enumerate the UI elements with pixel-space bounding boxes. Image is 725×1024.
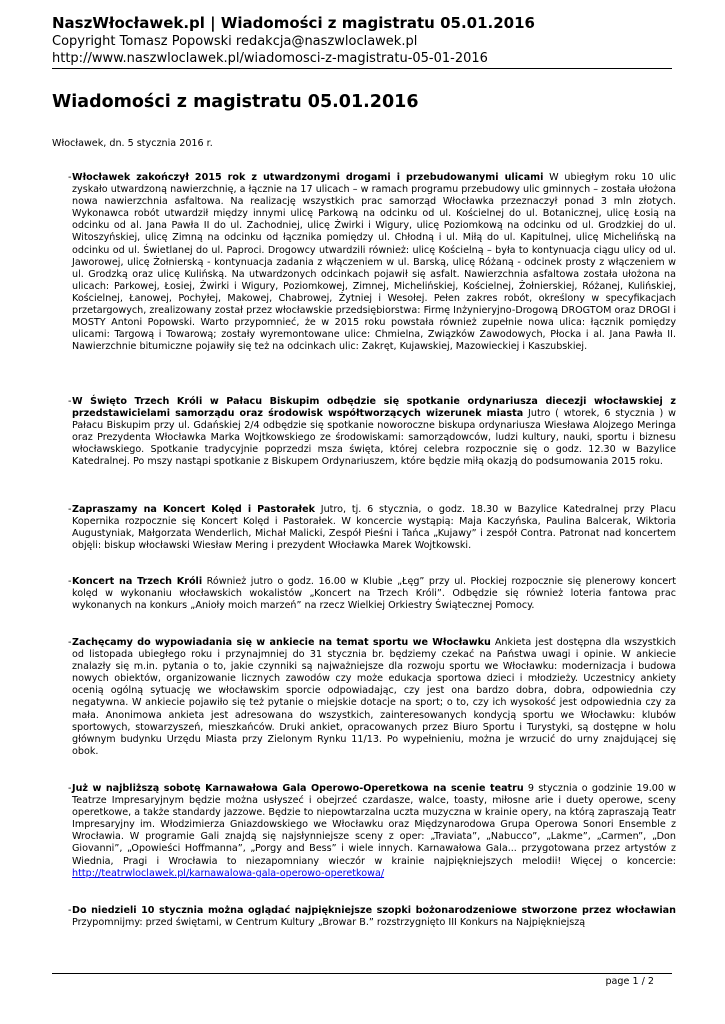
news-heading: Zachęcamy do wypowiadania się w ankiecie na temat sportu we Włocławku xyxy=(72,637,491,648)
header-title: NaszWłocławek.pl | Wiadomości z magistratu 05.01.2016 xyxy=(52,14,535,32)
news-heading: Włocławek zakończył 2015 rok z utwardzonymi drogami i przebudowanymi ulicami xyxy=(72,172,544,183)
news-item xyxy=(68,396,676,469)
news-body: W ubiegłym roku 10 ulic zyskało utwardzoną nawierzchnię, a łącznie na 17 ulicach – w ramach programu przebudowy ulic gminnych – została ułożona nowa nawierzchnia asfaltowa. Na realizację wszystkich prac samorząd Włocławka przeznaczył ponad 3 mln złotych. Wykonawca robót utwardził między innymi ulicę Parkową na odcinku od ul. Kościelnej do ul. Botanicznej, ulicę Łosią na odcinku od al. Jana Pawła II do ul. Zachodniej, ulicę Żwirki i Wigury, ulicę Poziomkową na odcinku od ul. Grodzkiej do ul. Witoszyńskiej, ulicę Zimną na odcinku od łącznika pomiędzy ul. Chłodną i ul. Miłą do ul. Kapitulnej, ulicę Michelińską na odcinku od ul. Świetlanej do ul. Paproci. Drogowcy utwardzili również: ulicę Kościelną – była to kontynuacja ciągu ulicy od ul. Jaworowej, ulicę Żołnierską - kontynuacja zadania z włączeniem w ul. Barską, ulicę Różaną - odcinek prosty z włączeniem w ul. Grodzką oraz ulicę Kulińską. Na utwardzonych odcinkach pojawił się asfalt. Nawierzchnia asfaltowa została ułożona na ulicach: Parkowej, Łosiej, Żwirki i Wigury, Poziomkowej, Zimnej, Michelińskiej, Kościelnej, Żołnierskiej, Różanej, Kulińskiej, Kościelnej, Łanowej, Pochyłej, Makowej, Chabrowej, Żytniej i Wesołej. Pełen zakres robót, określony w specyfikacjach przetargowych, zrealizowany został przez włocławskie przedsiębiorstwa: Firmę Inżynieryjno-Drogową DROGTOM oraz DROGI i MOSTY Antoni Popowski. Warto przypomnieć, że w 2015 roku powstała również zupełnie nowa ulica: łącznik pomiędzy ulicami: Targową i Towarową; zostały wyremontowane ulice: Chmielna, Związków Zawodowych, Płocka i al. Jana Pawła II. Nawierzchnie bitumiczne pojawiły się też na odcinkach ulic: Zakręt, Kujawskiej, Mazowieckiej i Kaszubskiej. xyxy=(72,172,676,353)
bullet-dash: - xyxy=(68,783,72,794)
news-body: Jutro ( wtorek, 6 stycznia ) w Pałacu Biskupim przy ul. Gdańskiej 2/4 odbędzie się spotkanie noworoczne biskupa ordynariusza Wiesława Alojzego Meringa oraz Prezydenta Włocławka Marka Wojtkowskiego ze środowiskami: samorządowców, ludzi kultury, nauki, sportu i biznesu włocławskiego. Spotkanie tradycyjnie poprzedzi msza święta, której celebra rozpocznie się o godz. 12.30 w Bazylice Katedralnej. Po mszy nastąpi spotkanie z Biskupem Ordynariuszem, które będzie miłą okazją do podsumowania 2015 roku. xyxy=(72,408,676,468)
footer-divider xyxy=(52,973,672,974)
header-url: http://www.naszwloclawek.pl/wiadomosci-z-magistratu-05-01-2016 xyxy=(52,51,488,66)
news-item xyxy=(68,504,676,552)
news-heading: Do niedzieli 10 stycznia można oglądać najpiękniejsze szopki bożonarodzeniowe stworzone przez włocławian xyxy=(72,905,676,916)
news-body: Jutro, tj. 6 stycznia, o godz. 18.30 w Bazylice Katedralnej przy Placu Kopernika rozpocznie się Koncert Kolęd i Pastorałek. W koncercie wystąpią: Maja Kaczyńska, Paulina Balcerak, Wiktoria Augustyniak, Małgorzata Wenderlich, Michał Malicki, Zespół Pieśni i Tańca „Kujawy” i zespół Contra. Patronat nad koncertem objęli: biskup włocławski Wiesław Mering i prezydent Włocławka Marek Wojtkowski. xyxy=(72,504,676,552)
news-body: Przypomnijmy: przed świętami, w Centrum Kultury „Browar B.” rozstrzygnięto III Konkurs na Najpiękniejszą xyxy=(72,917,586,929)
header-divider xyxy=(52,68,672,69)
bullet-dash: - xyxy=(68,637,72,648)
pdf-header xyxy=(52,14,672,67)
page-title: Wiadomości z magistratu 05.01.2016 xyxy=(52,92,419,112)
header-copyright: Copyright Tomasz Popowski redakcja@naszwloclawek.pl xyxy=(52,34,418,49)
concert-link[interactable]: http://teatrwloclawek.pl/karnawalowa-gala-operowo-operetkowa/ xyxy=(72,867,385,879)
news-item xyxy=(68,905,676,929)
bullet-dash: - xyxy=(68,172,72,183)
bullet-dash: - xyxy=(68,396,72,407)
news-item xyxy=(68,783,677,880)
dateline: Włocławek, dn. 5 stycznia 2016 r. xyxy=(52,138,213,149)
news-heading: Koncert na Trzech Króli xyxy=(72,576,203,587)
news-body: Ankieta jest dostępna dla wszystkich od listopada ubiegłego roku i przynajmniej do 31 stycznia br. będziemy czekać na Państwa uwagi i opinie. W ankiecie znalazły się m.in. pytania o to, jakie czynniki są najważniejsze dla rozwoju sportu we Włocławku: modernizacja i budowa nowych obiektów, organizowanie licznych zawodów czy może edukacja sportowa dzieci i młodzieży. Uczestnicy ankiety ocenią ogólną sytuację we włocławskim sporcie odpowiadając, czy jest ona bardzo dobra, dobra, odpowiednia czy negatywna. W ankiecie pojawiło się też pytanie o miejskie dotacje na sport; o to, czy ich wysokość jest odpowiednia czy za mała. Anonimowa ankieta jest adresowana do wszystkich, zainteresowanych kondycją sportu we Włocławku: klubów sportowych, stowarzyszeń, mieszkańców. Druki ankiet, opracowanych przez Biuro Sportu i Turystyki, są dostępne w holu głównym budynku Urzędu Miasta przy Zielonym Rynku 11/13. Po wypełnieniu, można je wrzucić do urny znajdującej się obok. xyxy=(72,637,676,757)
news-heading: Zapraszamy na Koncert Kolęd i Pastorałek xyxy=(72,504,315,515)
news-heading: Już w najbliższą sobotę Karnawałowa Gala Operowo-Operetkowa na scenie teatru xyxy=(72,783,524,794)
page-number: page 1 / 2 xyxy=(605,976,654,987)
news-item xyxy=(68,576,677,612)
bullet-dash: - xyxy=(68,576,72,587)
news-item xyxy=(68,172,676,353)
bullet-dash: - xyxy=(68,504,72,515)
news-heading: W Święto Trzech Króli w Pałacu Biskupim odbędzie się spotkanie ordynariusza diecezji włocławskiej z przedstawicielami samorządu oraz środowisk współtworzących wizerunek miasta xyxy=(72,396,676,420)
news-body: 9 stycznia o godzinie 19.00 w Teatrze Impresaryjnym będzie można usłyszeć i obejrzeć czardasze, walce, toasty, miłosne arie i duety operowe, sceny operetkowe, a także standardy jazzowe. Będzie to niepowtarzalna uczta muzyczna w krainie opery, na którą zapraszają Teatr Impresaryjny im. Włodzimierza Gniazdowskiego we Włocławku oraz Międzynarodowa Grupa Operowa Sonori Ensemble z Wrocławia. W programie Gali znajdą się najsłynniejsze sceny z oper: „Traviata”, „Nabucco”, „Lakme”, „Carmen”, „Don Giovanni”, „Opowieści Hoffmanna”, „Porgy and Bess” i wiele innych. Karnawałowa Gala... przygotowana przez artystów z Wiednia, Pragi i Wrocławia to niezapomniany wieczór w krainie najpiękniejszych melodii! Więcej o koncercie: xyxy=(72,783,677,867)
news-body: Również jutro o godz. 16.00 w Klubie „Łęg” przy ul. Płockiej rozpocznie się plenerowy koncert kolęd w wykonaniu włocławskich wokalistów „Koncert na Trzech Króli”. Odbędzie się również loteria fantowa prac wykonanych na konkurs „Anioły moich marzeń” na rzecz Wielkiej Orkiestry Świątecznej Pomocy. xyxy=(72,576,677,612)
news-item xyxy=(68,637,676,758)
bullet-dash: - xyxy=(68,905,72,916)
